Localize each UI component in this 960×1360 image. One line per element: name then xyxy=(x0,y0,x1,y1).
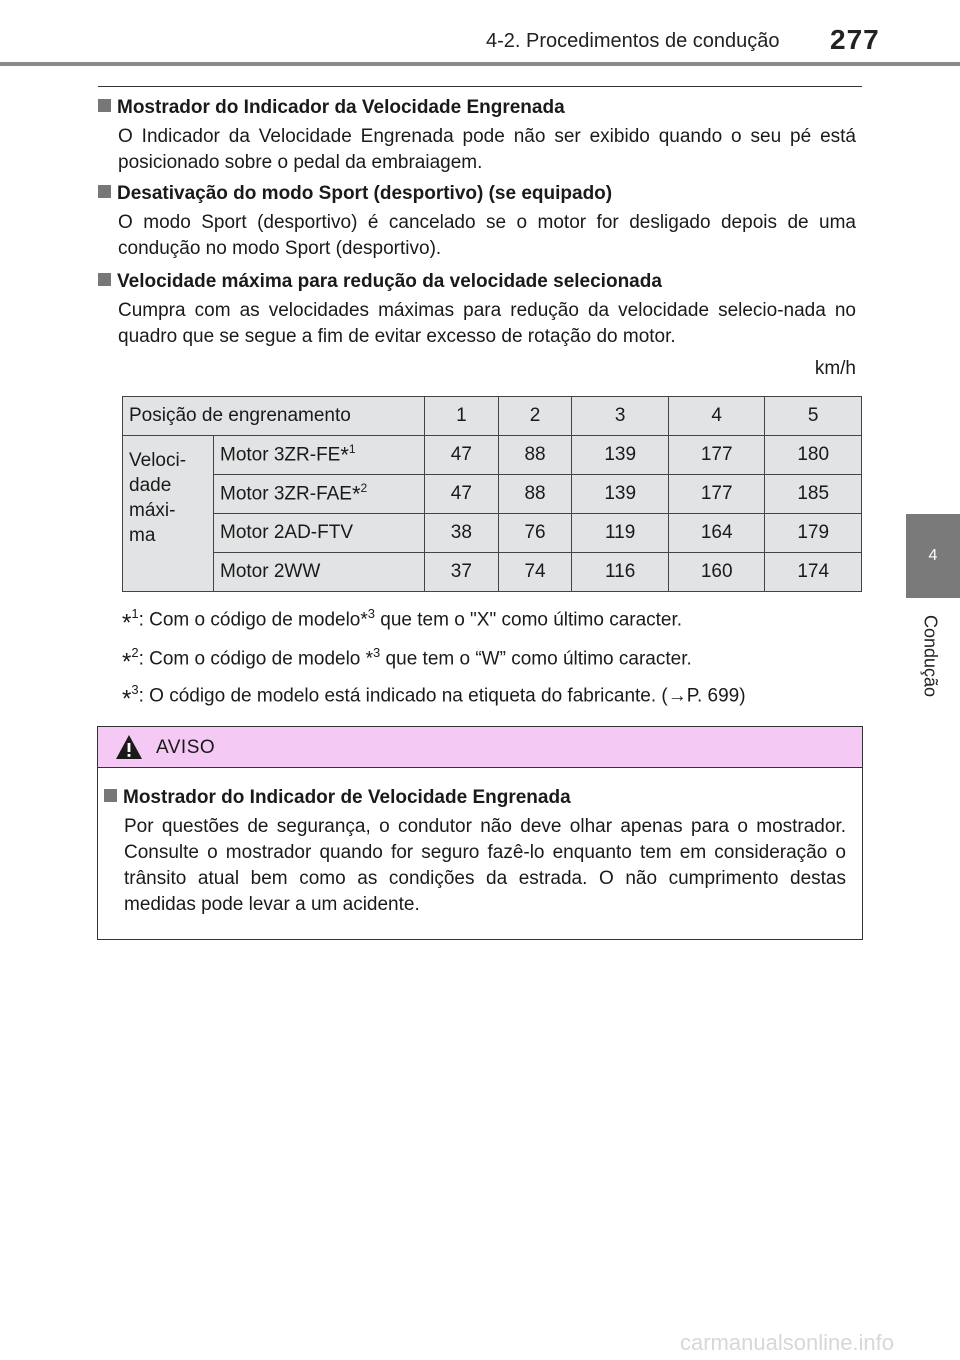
section-title: 4-2. Procedimentos de condução xyxy=(486,30,780,52)
chapter-tab[interactable] xyxy=(906,514,960,598)
warning-triangle-icon xyxy=(114,733,144,761)
speed-cell: 179 xyxy=(765,514,862,553)
warning-text: Por questões de segurança, o condutor não deve olhar apenas para o mostrador. Consulte o mostrador quando for seguro fazê-lo enquanto tem em consideração o trânsito atual bem como as condições da estrada. O não cumprimento destas medidas pode levar a um acidente. xyxy=(124,816,846,915)
page-reference-link[interactable]: P. 699) xyxy=(686,685,746,707)
section-body: O modo Sport (desportivo) é cancelado se o motor for desligado depois de uma condução no modo Sport (desportivo). xyxy=(118,212,856,259)
warning-box xyxy=(97,726,863,940)
footnote xyxy=(122,606,862,637)
content-rule xyxy=(98,86,862,87)
speed-cell: 164 xyxy=(668,514,765,553)
section-heading-text: Velocidade máxima para redução da velocidade selecionada xyxy=(117,271,662,292)
speed-cell: 180 xyxy=(765,436,862,475)
max-speed-group-label xyxy=(123,436,214,592)
watermark: carmanualsonline.info xyxy=(680,1330,895,1355)
table-row xyxy=(123,553,862,592)
speed-cell: 119 xyxy=(572,514,669,553)
footnote-number: 1 xyxy=(131,606,139,621)
engine-cell xyxy=(214,436,425,475)
footnote-number: 3 xyxy=(131,682,139,697)
speed-cell: 185 xyxy=(765,475,862,514)
page-number: 277 xyxy=(830,24,880,55)
speed-cell: 37 xyxy=(425,553,499,592)
footnote-asterisk: * xyxy=(340,442,349,468)
gear-header: 1 xyxy=(425,397,499,436)
arrow-right-icon: → xyxy=(667,685,687,707)
speed-cell: 177 xyxy=(668,475,765,514)
section-body: O Indicador da Velocidade Engrenada pode não ser exibido quando o seu pé está posicionado sobre o pedal da embraiagem. xyxy=(118,126,856,173)
chapter-label xyxy=(900,608,960,704)
gear-header: 2 xyxy=(498,397,572,436)
footnote-text: que tem o “W” como último caracter. xyxy=(380,648,692,670)
header-rule xyxy=(0,62,960,66)
max-speed-table xyxy=(122,396,862,592)
section-max-speed xyxy=(98,270,856,350)
engine-name: Motor 3ZR-FAE xyxy=(220,483,352,505)
footnote xyxy=(122,682,862,713)
group-label-line: dade xyxy=(129,475,172,496)
speed-cell: 139 xyxy=(572,475,669,514)
table-row xyxy=(123,475,862,514)
footnote-number: 2 xyxy=(131,645,139,660)
section-sport-mode xyxy=(98,182,856,262)
gear-header: 4 xyxy=(668,397,765,436)
footnote-text: : Com o código de modelo * xyxy=(138,648,374,670)
speed-cell: 47 xyxy=(425,436,499,475)
engine-cell xyxy=(214,475,425,514)
footnote-text: : Com o código de modelo* xyxy=(138,609,368,631)
speed-cell: 76 xyxy=(498,514,572,553)
footnote xyxy=(122,645,862,676)
section-gear-indicator xyxy=(98,96,856,176)
speed-cell: 88 xyxy=(498,436,572,475)
section-heading-text: Mostrador do Indicador da Velocidade Engrenada xyxy=(117,97,565,118)
group-label-line: máxi- xyxy=(129,500,176,521)
unit-label: km/h xyxy=(814,358,856,379)
warning-heading xyxy=(104,786,846,810)
speed-cell: 47 xyxy=(425,475,499,514)
section-heading xyxy=(98,96,856,120)
footnote-ref: 3 xyxy=(373,645,381,660)
speed-cell: 74 xyxy=(498,553,572,592)
chapter-tab-number: 4 xyxy=(928,547,938,564)
footnote-text: : O código de modelo está indicado na etiqueta do fabricante. ( xyxy=(138,685,668,707)
engine-cell: Motor 2AD-FTV xyxy=(214,514,425,553)
footnote-asterisk: * xyxy=(122,648,132,676)
speed-cell: 139 xyxy=(572,436,669,475)
group-label-line: Veloci- xyxy=(129,450,187,471)
table-row xyxy=(123,436,862,475)
gear-header: 3 xyxy=(572,397,669,436)
footnote-text: que tem o "X" como último caracter. xyxy=(375,609,683,631)
warning-body xyxy=(98,768,862,918)
footnote-asterisk: * xyxy=(122,685,132,713)
warning-label: AVISO xyxy=(156,737,216,758)
speed-cell: 177 xyxy=(668,436,765,475)
engine-name: Motor 3ZR-FE xyxy=(220,444,341,466)
bullet-square-icon xyxy=(98,99,111,112)
speed-cell: 38 xyxy=(425,514,499,553)
chapter-label-text: Condução xyxy=(920,614,941,698)
speed-cell: 174 xyxy=(765,553,862,592)
footnote-asterisk: * xyxy=(122,609,132,637)
engine-cell: Motor 2WW xyxy=(214,553,425,592)
section-heading xyxy=(98,270,856,294)
footnote-ref: 1 xyxy=(348,441,356,456)
footnote-asterisk: * xyxy=(351,481,361,507)
warning-header xyxy=(98,727,862,768)
speed-cell: 116 xyxy=(572,553,669,592)
group-label-line: ma xyxy=(129,525,156,546)
speed-cell: 88 xyxy=(498,475,572,514)
section-heading-text: Desativação do modo Sport (desportivo) (se equipado) xyxy=(117,183,613,204)
gear-header: 5 xyxy=(765,397,862,436)
warning-heading-text: Mostrador do Indicador de Velocidade Engrenada xyxy=(123,787,571,808)
section-heading xyxy=(98,182,856,206)
gear-position-header: Posição de engrenamento xyxy=(123,397,425,436)
table-row xyxy=(123,514,862,553)
table-header-row xyxy=(123,397,862,436)
speed-cell: 160 xyxy=(668,553,765,592)
footnote-ref: 3 xyxy=(367,606,375,621)
bullet-square-icon xyxy=(98,273,111,286)
section-body: Cumpra com as velocidades máximas para redução da velocidade selecio-nada no quadro que se segue a fim de evitar excesso de rotação do motor. xyxy=(118,300,856,347)
bullet-square-icon xyxy=(98,185,111,198)
footnote-ref: 2 xyxy=(360,480,368,495)
bullet-square-icon xyxy=(104,789,117,802)
